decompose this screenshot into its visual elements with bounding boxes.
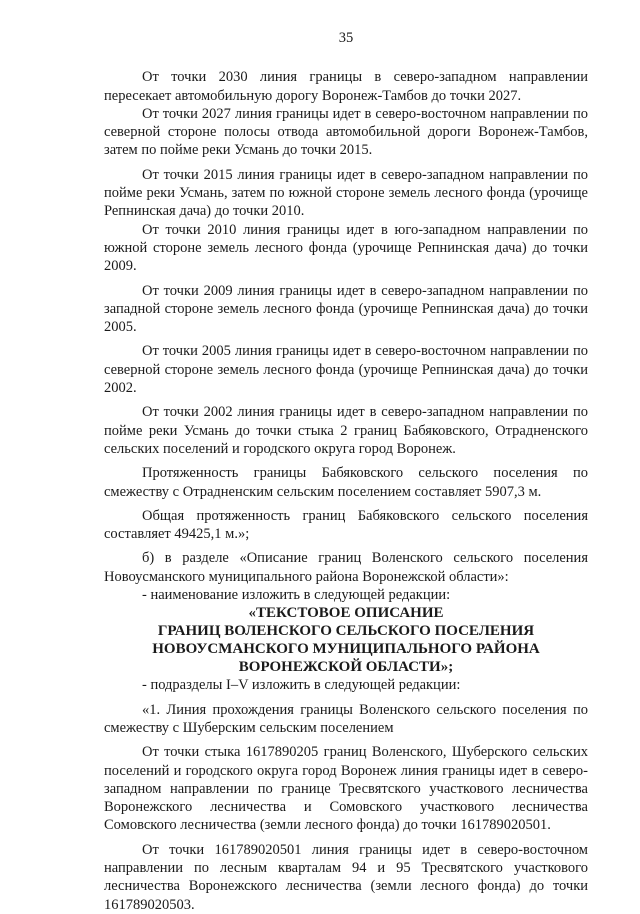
heading-line: НОВОУСМАНСКОГО МУНИЦИПАЛЬНОГО РАЙОНА [152, 641, 540, 658]
paragraph: От точки 2010 линия границы идет в юго-западном направлении по южной стороне земель лесного фонда (урочище Репнинская дача) до точки 2009. [104, 221, 588, 275]
paragraph: От точки стыка 1617890205 границ Воленского, Шуберского сельских поселений и городского округа город Воронеж линия границы идет в северо-западном направлении по границе Тресвятского участкового лесничества Воронежского лесничества и Сомовского участкового лесничества Сомовского лесничества (земли лесного фонда) до точки 161789020501. [104, 744, 588, 834]
paragraph: - наименование изложить в следующей редакции: [142, 587, 451, 604]
heading-line: «ТЕКСТОВОЕ ОПИСАНИЕ [248, 605, 444, 622]
body-text-before-heading [104, 68, 588, 604]
heading-line: ВОРОНЕЖСКОЙ ОБЛАСТИ»; [238, 659, 454, 676]
paragraph: Протяженность границы Бабяковского сельского поселения по смежеству с Отрадненским сельским поселением составляет 5907,3 м. [104, 465, 588, 500]
paragraph: От точки 2009 линия границы идет в северо-западном направлении по западной стороне земель лесного фонда (урочище Репнинская дача) до точки 2005. [104, 282, 588, 336]
paragraph: б) в разделе «Описание границ Воленского сельского поселения Новоусманского муниципального района Воронежской области»: [104, 550, 588, 585]
paragraph: - подразделы I–V изложить в следующей редакции: [142, 677, 461, 694]
paragraph: От точки 2027 линия границы идет в северо-восточном направлении по северной стороне полосы отвода автомобильной дороги Воронеж-Тамбов, затем по пойме реки Усмань до точки 2015. [104, 105, 588, 159]
section-heading [104, 604, 588, 676]
paragraph: От точки 2030 линия границы в северо-западном направлении пересекает автомобильную дорогу Воронеж-Тамбов до точки 2027. [104, 69, 588, 104]
page-number: 35 [338, 30, 354, 46]
paragraph: От точки 2015 линия границы идет в северо-западном направлении по пойме реки Усмань, затем по южной стороне земель лесного фонда (урочище Репнинская дача) до точки 2010. [104, 166, 588, 220]
paragraph: От точки 2005 линия границы идет в северо-восточном направлении по северной стороне земель лесного фонда (урочище Репнинская дача) до точки 2002. [104, 343, 588, 397]
heading-line: ГРАНИЦ ВОЛЕНСКОГО СЕЛЬСКОГО ПОСЕЛЕНИЯ [157, 623, 535, 640]
body-text-after-heading [104, 676, 588, 914]
paragraph: От точки 2002 линия границы идет в северо-западном направлении по пойме реки Усмань до точки стыка 2 границ Бабяковского, Отрадненского сельских поселений и городского округа город Воронеж. [104, 404, 588, 457]
paragraph: От точки 161789020501 линия границы идет в северо-восточном направлении по лесным кварталам 94 и 95 Тресвятского участкового лесничества Воронежского лесничества (земли лесного фонда) до точки 161789020503. [104, 841, 588, 913]
paragraph: Общая протяженность границ Бабяковского сельского поселения составляет 49425,1 м.»; [104, 507, 588, 543]
paragraph: «1. Линия прохождения границы Воленского сельского поселения по смежеству с Шуберским сельским поселением [104, 701, 588, 736]
